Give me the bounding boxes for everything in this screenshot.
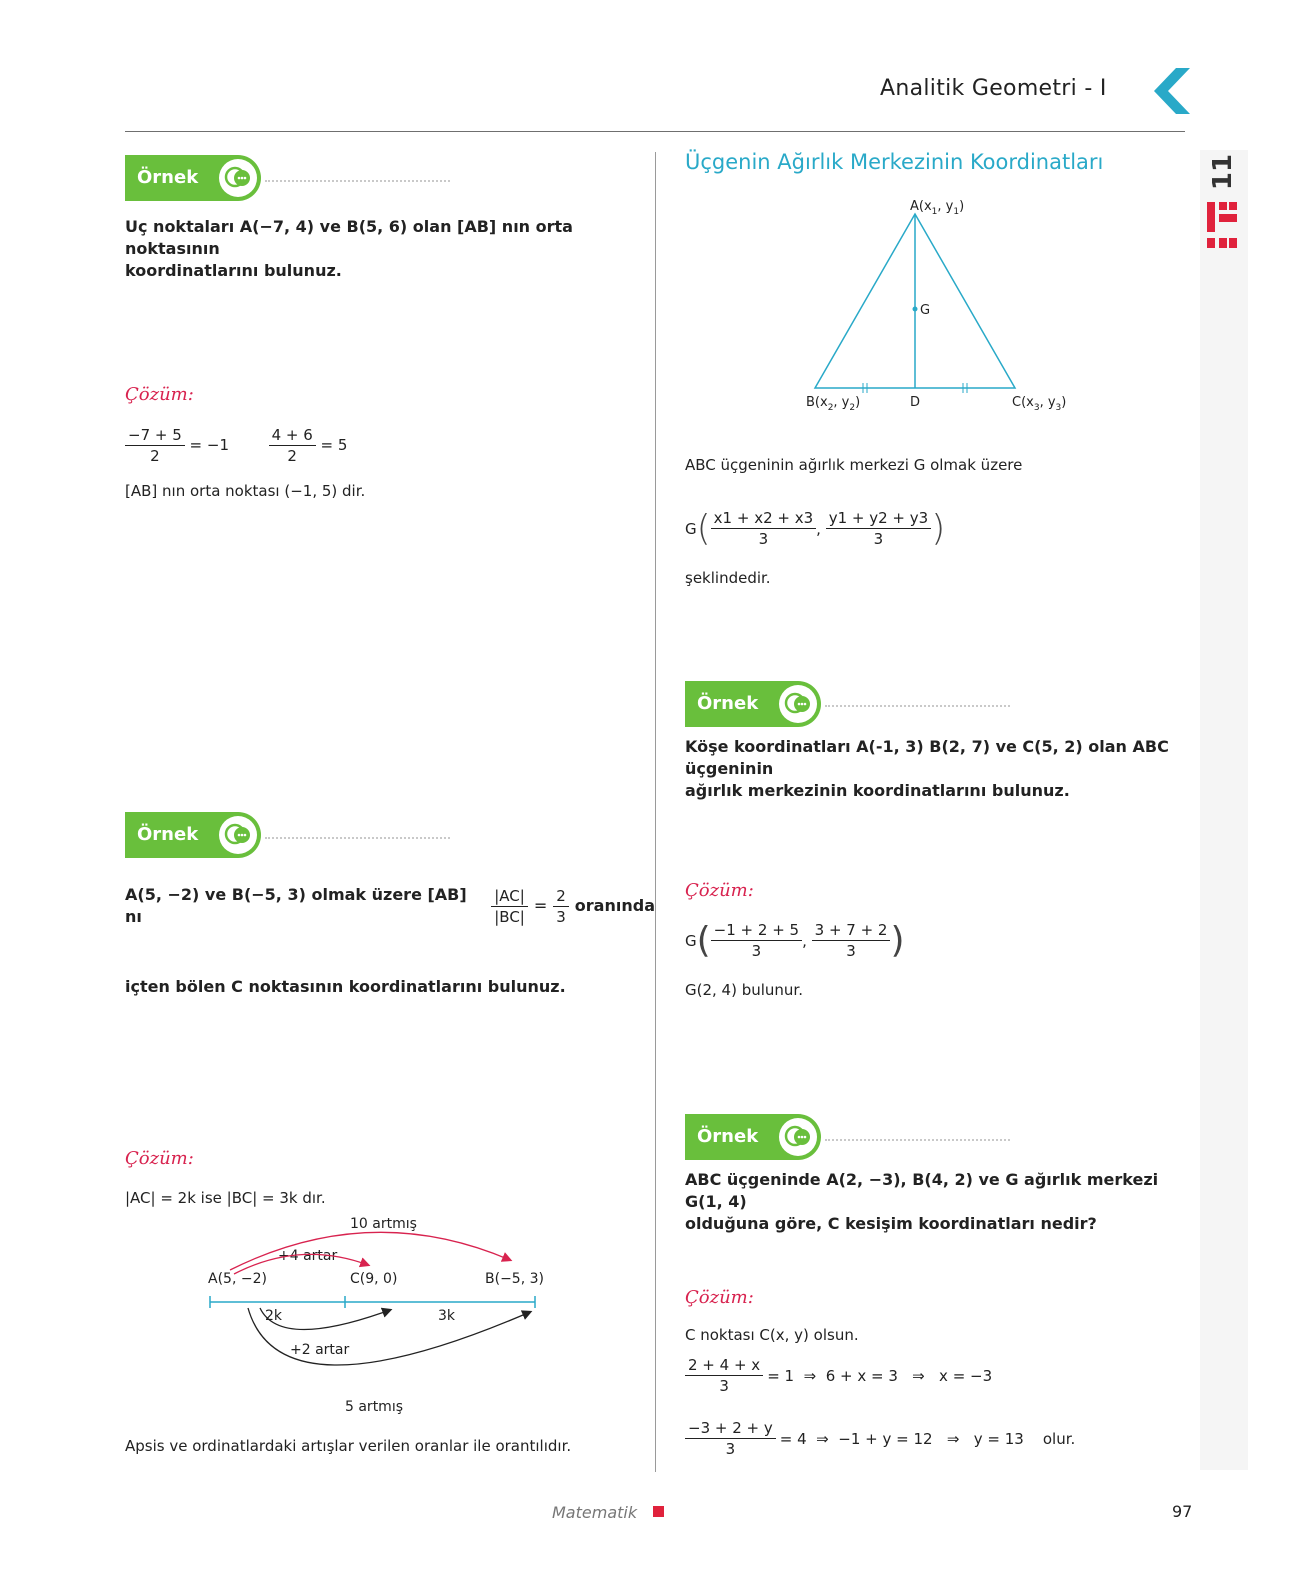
chat-icon xyxy=(219,159,257,197)
section-title: Üçgenin Ağırlık Merkezinin Koordinatları xyxy=(685,150,1104,174)
solution-label: Çözüm: xyxy=(685,1287,754,1308)
number-line-diagram xyxy=(190,1210,590,1420)
solution-text: |AC| = 2k ise |BC| = 3k dır. xyxy=(125,1189,326,1207)
badge-label: Örnek xyxy=(697,1126,759,1147)
solution-label: Çözüm: xyxy=(125,1148,194,1169)
result-text: [AB] nın orta noktası (−1, 5) dir. xyxy=(125,482,366,500)
side-number: 11 xyxy=(1208,153,1238,191)
example-badge xyxy=(685,681,821,727)
label-g: G xyxy=(920,303,931,318)
equation-y: $\frac{-3 + 2 + y}{3}$ = 4 ⇒ −1 + y = 12 ⇒ y = 13 olur. xyxy=(685,1418,1075,1459)
column-divider xyxy=(655,152,656,1472)
badge-label: Örnek xyxy=(137,167,199,188)
centroid-formula: G ( $\frac{x1 + x2 + x3}{3}$ , $\frac{y1 + y2 + y3}{3}$ ) xyxy=(685,507,946,549)
fraction: $\frac{-3 + 2 + y}{3}$ xyxy=(685,1418,776,1459)
fraction: $\frac{|AC|}{|BC|}$ xyxy=(491,886,528,927)
label-top: 10 artmış xyxy=(350,1216,417,1232)
equation-x: $\frac{2 + 4 + x}{3}$ = 1 ⇒ 6 + x = 3 ⇒ x = −3 xyxy=(685,1355,992,1396)
black-arrow-long xyxy=(248,1308,530,1365)
question-text: Köşe koordinatları A(-1, 3) B(2, 7) ve C(5, 2) olan ABC üçgeninin ağırlık merkezinin koordinatlarını bulunuz. xyxy=(685,737,1169,800)
question-text: Uç noktaları A(−7, 4) ve B(5, 6) olan [AB] nın orta noktasının koordinatlarını bulunuz. xyxy=(125,217,573,280)
footer-subject: Matematik xyxy=(552,1503,638,1522)
point-b: B(−5, 3) xyxy=(485,1271,544,1287)
side-strip xyxy=(1200,150,1248,1470)
label-d: D xyxy=(910,395,921,410)
chevron-left-icon xyxy=(1148,66,1192,116)
centroid-calc: G ( $\frac{-1 + 2 + 5}{3}$ , $\frac{3 + 7 + 2}{3}$ ) xyxy=(685,919,905,961)
question-text: A(5, −2) ve B(−5, 3) olmak üzere [AB] nı $\frac{|AC|}{|BC|}$ = $\frac{2}{3}$ oranında xyxy=(125,885,655,926)
label-a: $A(x_1$, $y_1$) xyxy=(910,199,965,217)
fraction: $\frac{-1 + 2 + 5}{3}$ xyxy=(711,920,802,961)
fraction: $\frac{y1 + y2 + y3}{3}$ xyxy=(826,508,931,549)
point-a: A(5, −2) xyxy=(208,1271,267,1287)
badge-label: Örnek xyxy=(137,824,199,845)
badge-label: Örnek xyxy=(697,693,759,714)
triangle-diagram xyxy=(800,196,1090,418)
solution-text: C noktası C(x, y) olsun. xyxy=(685,1326,859,1344)
result-text: G(2, 4) bulunur. xyxy=(685,981,803,999)
header-divider xyxy=(125,131,1185,132)
description-text: ABC üçgeninin ağırlık merkezi G olmak üzere xyxy=(685,456,1023,474)
label-low: +2 artar xyxy=(290,1342,350,1358)
badge-dotted-line xyxy=(265,180,450,182)
fraction: $\frac{3 + 7 + 2}{3}$ xyxy=(812,920,891,961)
segment-3k: 3k xyxy=(438,1308,456,1324)
label-mid: +4 artar xyxy=(278,1248,338,1264)
fraction: $\frac{4 + 6}{2}$ xyxy=(269,425,316,466)
fraction-row: $\frac{-7 + 5}{2}$ = −1 $\frac{4 + 6}{2}$ = 5 xyxy=(125,425,347,466)
fraction: $\frac{-7 + 5}{2}$ xyxy=(125,425,185,466)
badge-dotted-line xyxy=(825,1139,1010,1141)
badge-dotted-line xyxy=(825,705,1010,707)
badge-dotted-line xyxy=(265,837,450,839)
question-text: ABC üçgeninde A(2, −3), B(4, 2) ve G ağırlık merkezi G(1, 4) olduğuna göre, C kesişim koordinatları nedir? xyxy=(685,1170,1159,1233)
label-c: $C(x_3$, $y_3$) xyxy=(1012,395,1067,413)
note-text: Apsis ve ordinatlardaki artışlar verilen oranlar ile orantılıdır. xyxy=(125,1437,572,1455)
point-c: C(9, 0) xyxy=(350,1271,398,1287)
chat-icon xyxy=(219,816,257,854)
page-title: Analitik Geometri - I xyxy=(880,76,1107,101)
fraction: $\frac{2 + 4 + x}{3}$ xyxy=(685,1355,763,1396)
label-b: $B(x_2$, $y_2$) xyxy=(806,395,861,413)
centroid-dot xyxy=(913,307,918,312)
question-text: içten bölen C noktasının koordinatlarını bulunuz. xyxy=(125,977,566,996)
label-bottom: 5 artmış xyxy=(345,1399,404,1415)
fraction: $\frac{x1 + x2 + x3}{3}$ xyxy=(711,508,816,549)
brand-logo-icon xyxy=(1207,200,1239,252)
example-badge xyxy=(125,812,261,858)
chat-icon xyxy=(779,1118,817,1156)
segment-2k: 2k xyxy=(265,1308,283,1324)
red-arrow-long xyxy=(230,1232,510,1270)
chat-icon xyxy=(779,685,817,723)
solution-label: Çözüm: xyxy=(125,384,194,405)
page-number: 97 xyxy=(1172,1502,1193,1521)
fraction: $\frac{2}{3}$ xyxy=(553,886,569,927)
solution-label: Çözüm: xyxy=(685,880,754,901)
footer-square-icon xyxy=(653,1506,664,1517)
example-badge xyxy=(685,1114,821,1160)
example-badge xyxy=(125,155,261,201)
shape-text: şeklindedir. xyxy=(685,569,771,587)
